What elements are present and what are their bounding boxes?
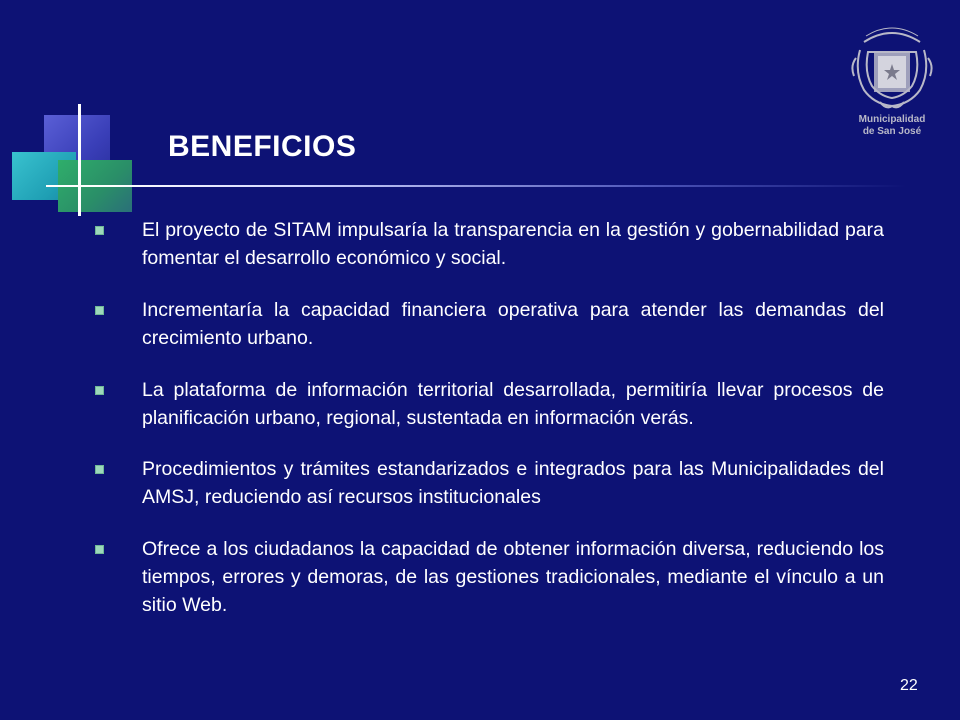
- logo-caption-line2: de San José: [862, 126, 922, 137]
- logo-caption-line1: Municipalidad: [858, 114, 926, 125]
- square-bullet-icon: [95, 545, 104, 554]
- square-bullet-icon: [95, 465, 104, 474]
- benefit-text: Ofrece a los ciudadanos la capacidad de obtener información diversa, reduciendo los tiempos, errores y demoras, de las gestiones tradicionales, mediante el vínculo a un sitio Web.: [142, 538, 884, 616]
- benefit-text: La plataforma de información territorial desarrollada, permitiría llevar procesos de planificación urbano, regional, sustentada en información verás.: [142, 379, 884, 429]
- title-underline: [46, 185, 906, 187]
- list-item: [92, 296, 884, 352]
- list-item: [92, 376, 884, 432]
- coat-of-arms-icon: [850, 22, 934, 112]
- list-item: [92, 216, 884, 272]
- benefit-text: Procedimientos y trámites estandarizados e integrados para las Municipalidades del AMSJ, reduciendo así recursos institucionales: [142, 458, 884, 508]
- slide-title: BENEFICIOS: [168, 130, 357, 163]
- benefits-list: [92, 216, 884, 619]
- benefit-text: El proyecto de SITAM impulsaría la transparencia en la gestión y gobernabilidad para fomentar el desarrollo económico y social.: [142, 219, 884, 269]
- square-bullet-icon: [95, 386, 104, 395]
- page-number: 22: [900, 677, 918, 694]
- decorative-vertical-line: [78, 104, 81, 216]
- list-item: [92, 455, 884, 511]
- square-bullet-icon: [95, 306, 104, 315]
- list-item: [92, 535, 884, 619]
- municipality-logo: [842, 22, 942, 144]
- square-bullet-icon: [95, 226, 104, 235]
- logo-caption: [842, 114, 942, 138]
- benefit-text: Incrementaría la capacidad financiera operativa para atender las demandas del crecimiento urbano.: [142, 299, 884, 349]
